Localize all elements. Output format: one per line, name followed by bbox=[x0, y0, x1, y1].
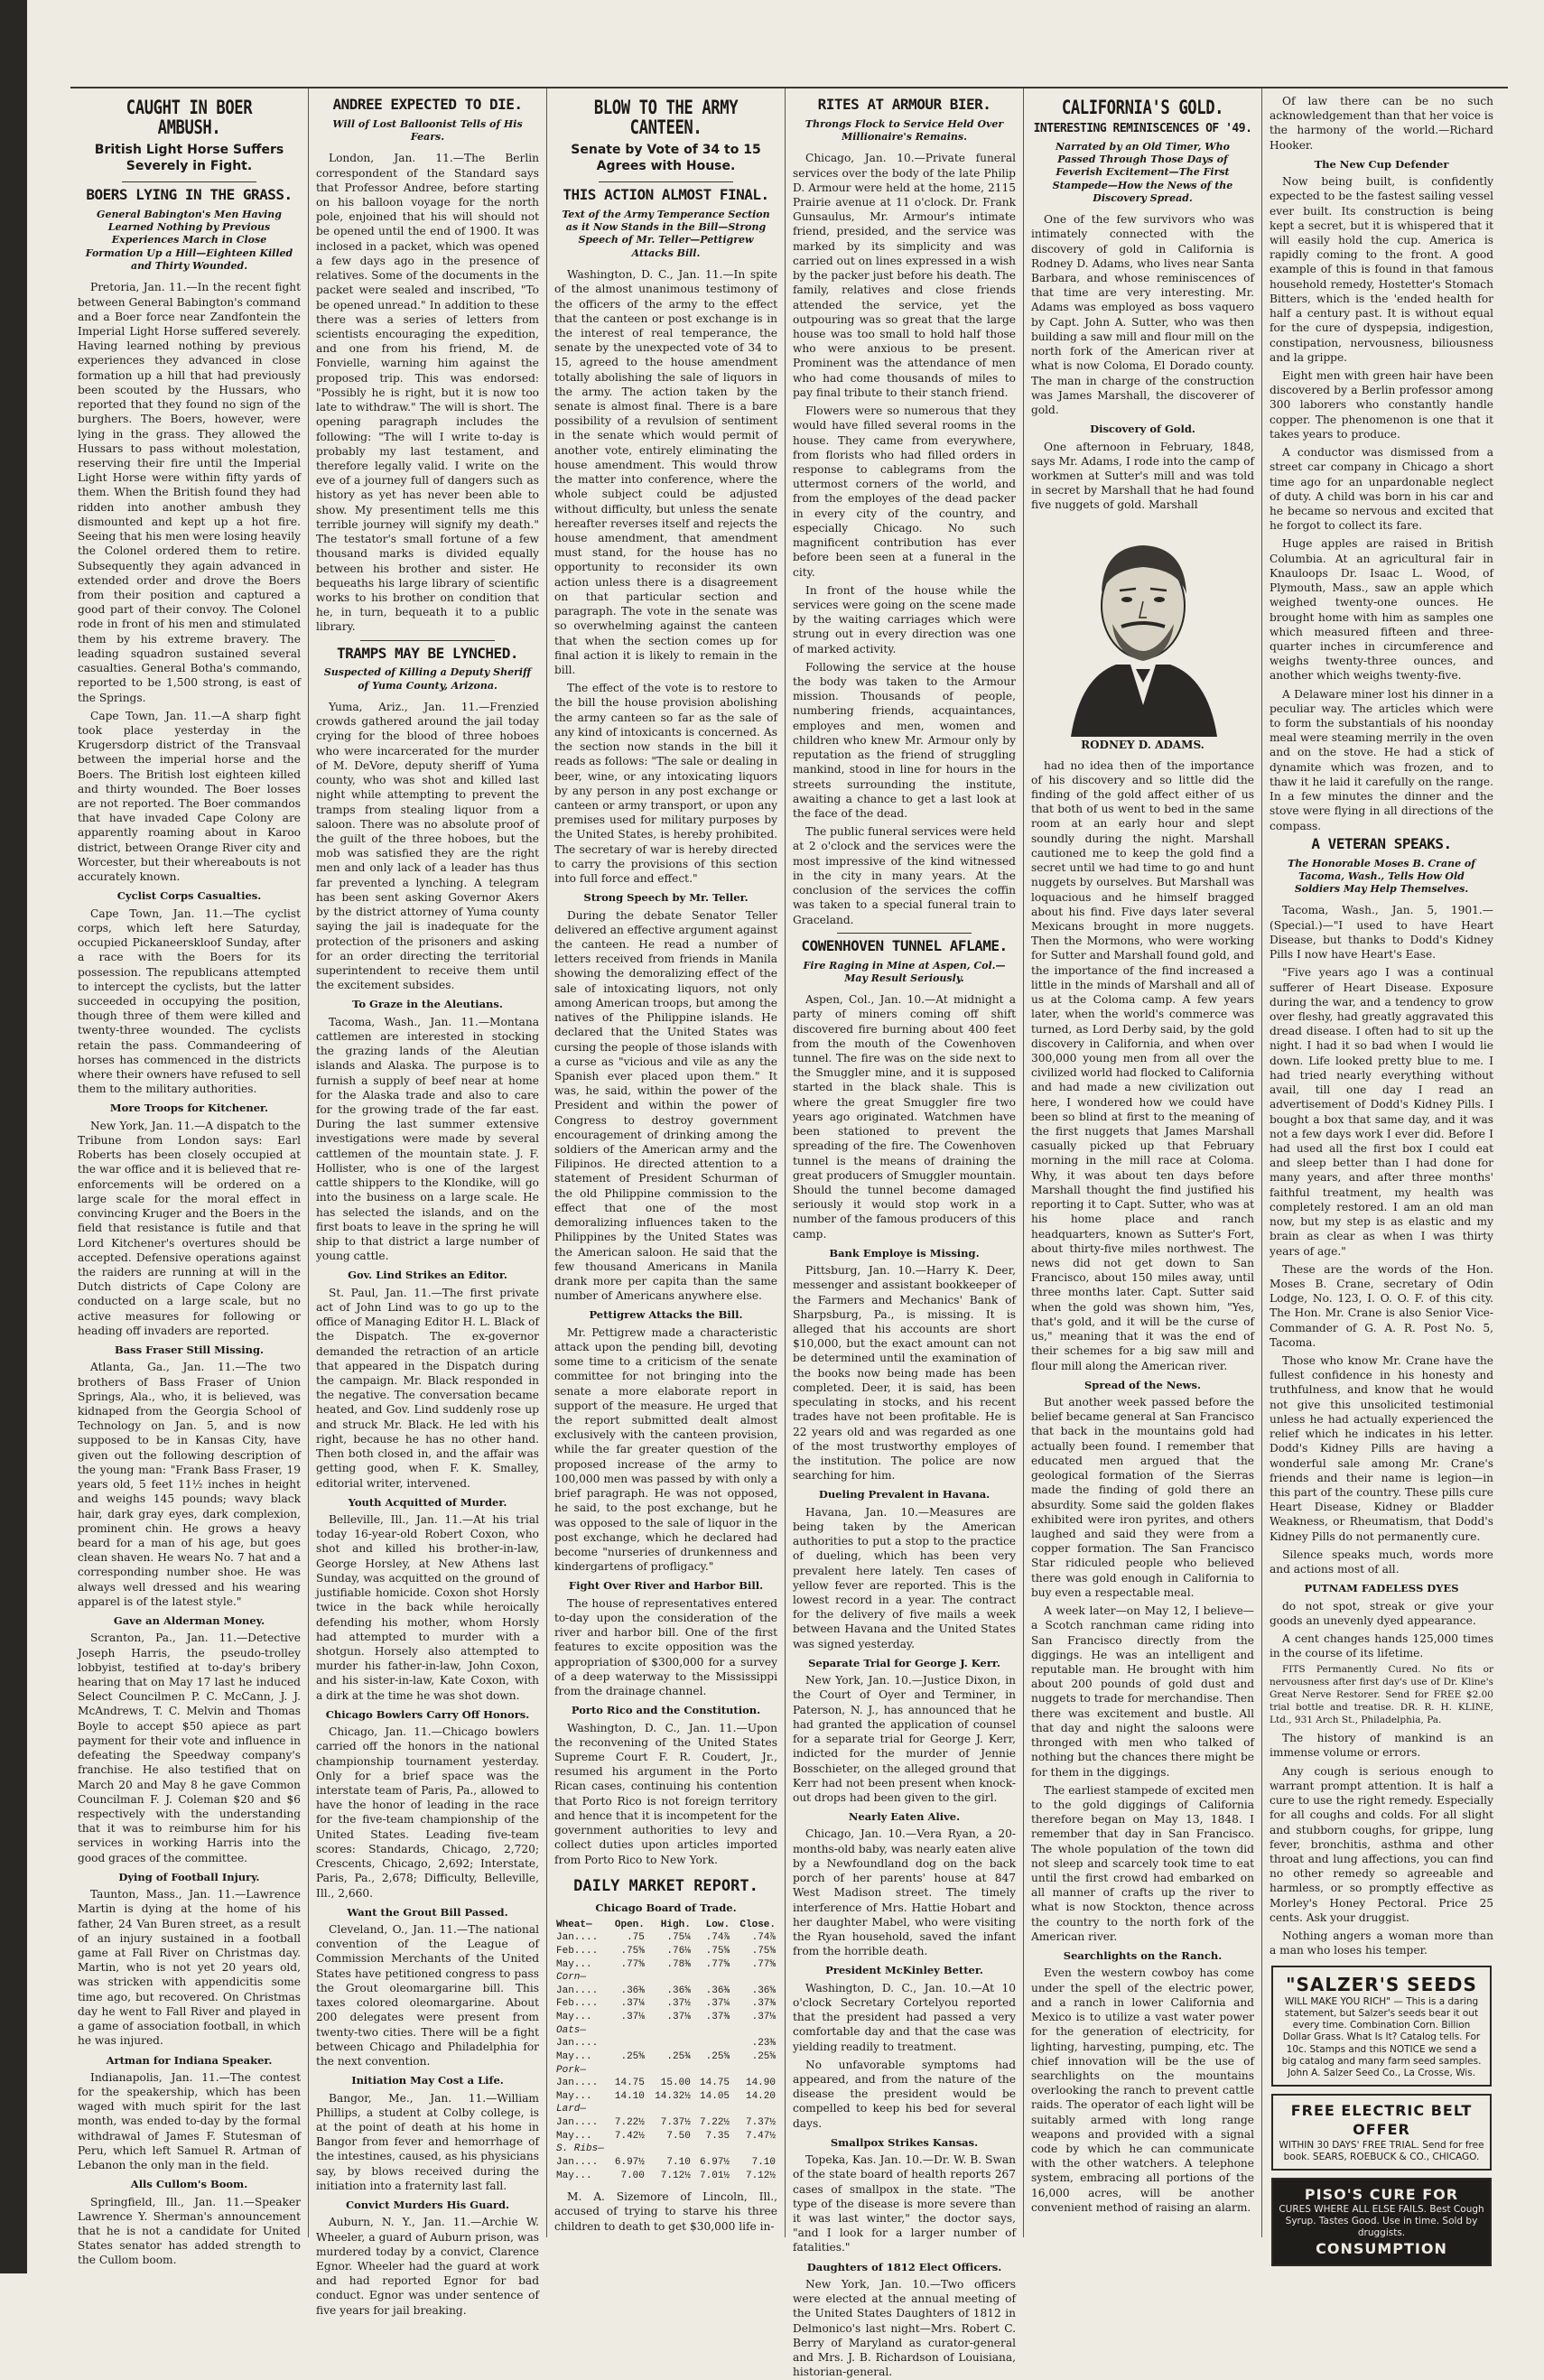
market-cell: 7.01½ bbox=[700, 2170, 730, 2181]
subdeck: Throngs Flock to Service Held Over Millionaire's Remains. bbox=[805, 117, 1004, 144]
subhead: Nearly Eaten Alive. bbox=[848, 1810, 961, 1824]
subdeck: Will of Lost Balloonist Tells of His Fears. bbox=[332, 117, 523, 144]
market-cell: Feb.... bbox=[556, 1945, 599, 1957]
subhead: Initiation May Cost a Life. bbox=[351, 2074, 504, 2087]
market-cell: 15.00 bbox=[660, 2078, 691, 2089]
market-cell: 14.75 bbox=[614, 2078, 645, 2089]
market-cell: 7.10 bbox=[666, 2156, 691, 2168]
market-header: Close. bbox=[739, 1919, 776, 1930]
market-cell: 7.10 bbox=[751, 2156, 776, 2168]
market-row bbox=[554, 2037, 777, 2050]
subhead: Smallpox Strikes Kansas. bbox=[830, 2135, 979, 2149]
market-row bbox=[554, 2077, 777, 2090]
columns bbox=[70, 87, 1508, 2379]
market-cell: Jan.... bbox=[556, 1932, 599, 1944]
market-cell: .76⅛ bbox=[666, 1945, 691, 1957]
column-6 bbox=[1262, 88, 1501, 2258]
article-paragraph: Tacoma, Wash., Jan. 5, 1901.—(Special.)—"I used to have Heart Disease, but thanks to Dodd's Kidney Pills I now have Heart's Ease. bbox=[1270, 904, 1493, 962]
page-edge-shadow bbox=[0, 0, 27, 2273]
subhead: Youth Acquitted of Murder. bbox=[348, 1495, 507, 1509]
market-cell: .37⅛ bbox=[620, 2012, 645, 2022]
market-group-row bbox=[554, 1971, 777, 1985]
market-cell: .36⅜ bbox=[705, 1985, 730, 1996]
article-paragraph: "Five years ago I was a continual sufferer of Heart Disease. Exposure during the war, and a tendency to grow over fleshy, had greatly aggravated this dread disease. I often had to sit up the night. I had it so bad when I would lie down. Life looked pretty blue to me. I had tried nearly everything without avail, till one day I read an advertisement of Dodd's Kidney Pills. I bought a box that same day, and it was not a few days work I ever did. Before I had used all the first box I could eat and sleep better than I had done for many years, and after three months' faithful treatment, my health was completely restored. I am an old man now, but my step is as elastic and my brain as clear as when I was thirty years of age." bbox=[1270, 966, 1493, 1258]
article-paragraph: Topeka, Kas. Jan. 10.—Dr. W. B. Swan of the state board of health reports 267 cases of smallpox in the state. "The type of the disease is more severe than it was last winter," the doctor says, "and I look for a larger number of fatalities." bbox=[793, 2153, 1016, 2254]
article-paragraph: FITS Permanently Cured. No fits or nervousness after first day's use of Dr. Kline's Great Nerve Restorer. Send for FREE $2.00 trial bottle and treatise. DR. R. H. KLINE, Ltd., 931 Arch St., Philadelphia, Pa. bbox=[1270, 1664, 1493, 1726]
article-paragraph: London, Jan. 11.—The Berlin correspondent of the Standard says that Professor Andree, before starting on his balloon voyage for the north pole, enjoined that his will should not be opened until the end of 1900. It was inclosed in a packet, which was opened a few days ago in the presence of relatives. Some of the documents in the packet were sealed and inscribed, "To be opened unread." In addition to these there was a series of letters from scientists encouraging the expedition, and one from his friend, M. de Fonvielle, warning him against the proposed trip. This was endorsed: "Possibly he is right, but it is now too late to withdraw." The will is short. The opening paragraph includes the following: "The will I write to-day is probably my last testament, and therefore legally valid. I write on the eve of a journey full of dangers such as history as yet has never been able to show. My presentiment tells me this terrible journey will signify my death." The testator's small fortune of a few thousand marks is divided equally between his brother and sister. He bequeaths his large library of scientific works to his brother on condition that he, in turn, bequeath it to a public library. bbox=[316, 152, 539, 634]
ad-body: WILL MAKE YOU RICH" — This is a daring statement, but Salzer's seeds bear it out every time. Combination Corn. Billion Dollar Grass. What Is It? Catalog tells. For 10c. Stamps and this NOTICE we send a big catalog and many farm seed samples. John A. Salzer Seed Co., La Crosse, Wis. bbox=[1281, 1996, 1482, 2078]
subhead: Alls Cullom's Boom. bbox=[130, 2178, 248, 2191]
market-cell: .37½ bbox=[666, 1998, 691, 2010]
subhead: Dying of Football Injury. bbox=[118, 1870, 260, 1883]
subhead: President McKinley Better. bbox=[825, 1964, 983, 1977]
market-cell: .77⅝ bbox=[751, 1958, 776, 1970]
article-paragraph: Taunton, Mass., Jan. 11.—Lawrence Martin is dying at the home of his father, 24 Van Buren street, as a result of an injury sustained in a football game at Fall River on Christmas day. Martin, who is not yet 20 years old, was stricken with appendicitis some time ago, but recovered. On Christmas day he went to Fall River and played in a game of association football, in which he was injured. bbox=[78, 1888, 301, 2048]
market-report-title: DAILY MARKET REPORT. bbox=[573, 1876, 758, 1895]
article-paragraph: Chicago, Jan. 10.—Private funeral services over the body of the late Philip D. Armour were held at the home, 2115 Prairie avenue at 11 o'clock. Dr. Frank Gunsaulus, Mr. Armour's intimate friend, presided, and the service was marked by its simplicity and was carried out on lines expressed in a wish by the packer just before his death. The family, relatives and close friends attended the service, yet the outpouring was so great that the large house was too small to hold half those who were anxious to be present. Prominent was the attendance of men who had come thousands of miles to pay final tribute to their stanch friend. bbox=[793, 152, 1016, 399]
subdeck: Narrated by an Old Timer, Who Passed Through Those Days of Feverish Excitement—The First Stampede—How the News of the Discovery Spread. bbox=[1052, 140, 1233, 204]
market-cell: .37¼ bbox=[705, 1998, 730, 2010]
market-cell: Jan.... bbox=[556, 2156, 599, 2168]
market-group-label: Pork— bbox=[556, 2064, 587, 2076]
article-paragraph: But another week passed before the belief became general at San Francisco that back in the mountains gold had actually been found. I remember that educated men argued that the geological formation of the Sierras made the finding of gold there an absurdity. Some said the golden flakes exhibited were iron pyrites, and others laughed and said they were from a copper formation. The San Francisco Star ridiculed people who believed there was gold enough in California to buy even a respectable meal. bbox=[1031, 1396, 1254, 1599]
article-paragraph: Those who know Mr. Crane have the fullest confidence in his honesty and truthfulness, and know that he would not give this unsolicited testimonial unless he had actually experienced the relief which he indicates in his letter. Dodd's Kidney Pills are having a wonderful sale among Mr. Crane's friends and their name is legion—in this part of the country. These pills cure Heart Disease, Kidney or Bladder Weakness, or Rheumatism, that Dodd's Kidney Pills do not permanently cure. bbox=[1270, 1354, 1493, 1543]
article-paragraph: The history of mankind is an immense volume or errors. bbox=[1270, 1732, 1493, 1760]
market-cell: 7.00 bbox=[620, 2170, 645, 2181]
market-cell: 7.50 bbox=[666, 2130, 691, 2142]
market-cell: 7.12½ bbox=[745, 2170, 776, 2181]
article-paragraph: These are the words of the Hon. Moses B. Crane, secretary of Odin Lodge, No. 123, I. O. O. F. of this city. The Hon. Mr. Crane is also Senior Vice-Commander of G. A. R. Post No. 5, Tacoma. bbox=[1270, 1262, 1493, 1349]
article-paragraph: New York, Jan. 11.—A dispatch to the Tribune from London says: Earl Roberts has been closely occupied at the war office and it is believed that re-enforcements will be ordered on a large scale for the moral effect in convincing Kruger and the Boers in the field that resistance is futile and that Lord Kitchener's overtures should be accepted. Defensive operations against the raiders are running at will in the Dutch districts of Cape Colony are conducted on a large scale, but no active measures for following or heading off invaders are reported. bbox=[78, 1119, 301, 1337]
article-paragraph: Tacoma, Wash., Jan. 11.—Montana cattlemen are interested in stocking the grazing lands of the Aleutian islands and Alaska. The purpose is to furnish a supply of beef near at home for the Alaska trade and also to care for the growing trade of the far east. During the last summer extensive investigations were made by several cattlemen of the mountain state. J. F. Hollister, who is one of the largest cattle shippers to the Klondike, will go into the business on a large scale. He has selected the islands, and on the first boats to leave in the spring he will ship to that district a large number of young cattle. bbox=[316, 1015, 539, 1263]
subhead: Gave an Alderman Money. bbox=[113, 1614, 265, 1628]
article-paragraph: Pittsburg, Jan. 10.—Harry K. Deer, messenger and assistant bookkeeper of the Farmers and Mechanics' Bank of Sharpsburg, Pa., is missing. It is alleged that his accounts are short $10,000, but the exact amount can not be determined until the examination of the books now being made has been completed. Deer, it is said, has been speculating in stocks, and his recent trades have not been profitable. He is 22 years old and was regarded as one of the most trustworthy employes of the institution. The police are now searching for him. bbox=[793, 1264, 1016, 1483]
market-cell: 7.35 bbox=[705, 2130, 730, 2142]
portrait-illustration bbox=[1053, 520, 1233, 737]
market-cell: .77⅝ bbox=[620, 1958, 645, 1970]
market-group-row bbox=[554, 2024, 777, 2038]
subhead: Discovery of Gold. bbox=[1090, 423, 1195, 436]
subhead: Separate Trial for George J. Kerr. bbox=[808, 1656, 1000, 1669]
article-paragraph: Washington, D. C., Jan. 11.—In spite of the almost unanimous testimony of the officers of the army to the effect that the canteen or post exchange is in the interest of real temperance, the senate by the unexpected vote of 34 to 15, agreed to the house amendment totally abolishing the sale of liquors in the army. The action taken by the senate is almost final. There is a bare possibility of a revulsion of sentiment in the senate which would permit of another vote, entirely eliminating the house amendment. This would throw the matter into conference, where the whole subject could be adjusted without difficulty, but unless the senate hereafter reverses itself and rejects the house amendment, that amendment must stand, for the house has no opportunity to reconsider its own action unless there is a disagreement on that particular section and paragraph. The vote in the senate was so overwhelming against the canteen that when the section comes up for final action it is likely to remain in the bill. bbox=[554, 268, 777, 676]
ad-salzer-seeds bbox=[1271, 1966, 1492, 2087]
subhead: Porto Rico and the Constitution. bbox=[571, 1704, 761, 1717]
article-paragraph: One afternoon in February, 1848, says Mr. Adams, I rode into the camp of workmen at Sutter's mill and was told in secret by Marshall that he had found five nuggets of gold. Marshall bbox=[1031, 440, 1254, 512]
article-paragraph: Indianapolis, Jan. 11.—The contest for the speakership, which has been waged with much spirit for the last month, was ended to-day by the formal withdrawal of James F. Stutesman of Peru, which left Samuel R. Artman of Lebanon the only man in the field. bbox=[78, 2070, 301, 2172]
article-paragraph: Bangor, Me., Jan. 11.—William Phillips, a student at Colby college, is at the point of death at his home in Bangor from fever and hemorrhage of the intestines, caused, as his physicians say, by blows received during the initiation into a fraternity last fall. bbox=[316, 2091, 539, 2192]
article-paragraph: Auburn, N. Y., Jan. 11.—Archie W. Wheeler, a guard of Auburn prison, was murdered today by a convict, Clarence Egnor. Wheeler had the guard at work and had reported Egnor for bad conduct. Egnor was under sentence of five years for jail breaking. bbox=[316, 2216, 539, 2317]
divider bbox=[599, 181, 732, 182]
market-cell: May... bbox=[556, 1958, 592, 1970]
article-paragraph: Atlanta, Ga., Jan. 11.—The two brothers of Bass Fraser of Union Springs, Ala., who, it is believed, was kidnaped from the Georgia School of Technology on Jan. 5, and is now supposed to be in Kansas City, have given out the following description of the young man: "Frank Bass Fraser, 19 years old, 5 feet 11½ inches in height and weighs 145 pounds; wavy black hair, dark gray eyes, dark complexion, prominent chin. He grows a heavy beard for a man of his age, but goes clean shaven. He wears No. 7 hat and a corresponding number shoe. He was always well dressed and his wearing apparel is of the latest style." bbox=[78, 1361, 301, 1608]
portrait-caption: RODNEY D. ADAMS. bbox=[1081, 738, 1205, 751]
headline-army-canteen: BLOW TO THE ARMY CANTEEN. bbox=[593, 97, 739, 139]
subdeck: The Honorable Moses B. Crane of Tacoma, Wash., Tells How Old Soldiers May Help Themselves. bbox=[1288, 857, 1475, 896]
article-paragraph: New York, Jan. 10.—Two officers were elected at the annual meeting of the United States Daughters of 1812 in Delmonico's last night—Mrs. Robert C. Berry of Maryland as curator-general and Mrs. J. B. Richardson of Louisiana, historian-general. bbox=[793, 2277, 1016, 2379]
market-cell: Jan.... bbox=[556, 2078, 599, 2089]
market-group-label: Lard— bbox=[556, 2104, 587, 2115]
market-row bbox=[554, 2130, 777, 2143]
market-group-row bbox=[554, 2064, 777, 2078]
market-cell: 14.75 bbox=[700, 2078, 730, 2089]
article-paragraph: Of law there can be no such acknowledgement than that her voice is the harmony of the world.—Richard Hooker. bbox=[1270, 95, 1493, 152]
headline-andree: ANDREE EXPECTED TO DIE. bbox=[332, 96, 523, 113]
market-cell: May... bbox=[556, 2170, 592, 2181]
market-table bbox=[554, 1919, 777, 2183]
column-3 bbox=[547, 88, 786, 2237]
article-paragraph: Even the western cowboy has come under the spell of the electric power, and a ranch in lower California and Mexico is to utilize a vast water power for the generation of electricity, for lighting, harvesting, pumping, etc. The chief innovation will be the use of searchlights on the mountains overlooking the ranch to prevent cattle raids. The operator of each light will be suitably armed with long range weapons and provided with a signal code by which he can communicate with the other watchers. A telephone system, embracing all portions of the 16,000 acres, will be another convenient method of raising an alarm. bbox=[1031, 1966, 1254, 2214]
subhead: Searchlights on the Ranch. bbox=[1063, 1949, 1223, 1963]
subhead: The New Cup Defender bbox=[1314, 157, 1449, 171]
subhead: Artman for Indiana Speaker. bbox=[106, 2053, 273, 2067]
market-header: High. bbox=[660, 1919, 691, 1930]
article-paragraph: Cape Town, Jan. 11.—A sharp fight took place yesterday in the Krugersdorp district of the Transvaal between the imperial horse and the Boers. The British lost eighteen killed and thirty wounded. The Boer losses are not reported. The Boer commandos that have invaded Cape Colony are apparently roaming about in Karoo district, between Orange River city and Worcester, but their whereabouts is not accurately known. bbox=[78, 709, 301, 884]
market-board-name: Chicago Board of Trade. bbox=[595, 1901, 737, 1915]
article-paragraph: do not spot, streak or give your goods an unevenly dyed appearance. bbox=[1270, 1599, 1493, 1627]
market-cell: May... bbox=[556, 2130, 592, 2142]
column-1 bbox=[70, 88, 309, 2267]
market-cell: 6.97½ bbox=[700, 2156, 730, 2168]
market-group-label: Oats— bbox=[556, 2024, 587, 2036]
market-cell: May... bbox=[556, 2050, 592, 2062]
market-header-row bbox=[554, 1919, 777, 1932]
market-cell: .37⅛ bbox=[666, 2012, 691, 2022]
market-cell: .74⅞ bbox=[751, 1932, 776, 1944]
article-paragraph: Now being built, is confidently expected to be the fastest sailing vessel ever built. Its construction is being kept a secret, but it is whispered that it will easily hold the cup. America is rapidly coming to the front. A good example of this is found in that famous household remedy, Hostetter's Stomach Bitters, which is the 'ended health for half a century past. It is without equal for the cure of dyspepsia, indigestion, constipation, nervousness, biliousness and la grippe. bbox=[1270, 175, 1493, 364]
subhead: Bass Fraser Still Missing. bbox=[115, 1343, 264, 1357]
market-cell: .23⅜ bbox=[751, 2038, 776, 2050]
article-paragraph: Springfield, Ill., Jan. 11.—Speaker Lawrence Y. Sherman's announcement that he is not a candidate for United States senator has added strength to the Cullom boom. bbox=[78, 2195, 301, 2267]
headline-boers-grass: BOERS LYING IN THE GRASS. bbox=[86, 186, 293, 204]
column-5 bbox=[1024, 88, 1262, 2237]
market-cell: 6.97½ bbox=[614, 2156, 645, 2168]
market-cell: .36⅝ bbox=[666, 1985, 691, 1996]
article-paragraph: Chicago, Jan. 11.—Chicago bowlers carried off the honors in the national championship tournament yesterday. Only for a brief space was the interstate team of Paris, Pa., allowed to have the honor of leading in the race for the five-team championship of the United States. Leading five-team scores: Standards, Chicago, 2,720; Crescents, Chicago, 2,692; Interstate, Paris, Pa., 2,678; Difficulty, Belleville, Ill., 2,660. bbox=[316, 1725, 539, 1900]
market-group-label: S. Ribs— bbox=[556, 2143, 604, 2155]
divider bbox=[837, 933, 971, 934]
headline-tramps: TRAMPS MAY BE LYNCHED. bbox=[337, 644, 518, 662]
market-cell: .75 bbox=[627, 1932, 645, 1944]
deck-senate-vote: Senate by Vote of 34 to 15 Agrees with House. bbox=[571, 143, 761, 173]
subhead: Chicago Bowlers Carry Off Honors. bbox=[325, 1707, 530, 1721]
market-cell: .37¼ bbox=[620, 1998, 645, 2010]
market-cell bbox=[646, 2037, 693, 2050]
article-paragraph: had no idea then of the importance of his discovery and so little did the finding of the gold affect either of us that both of us went to bed in the same room at an early hour and slept soundly during the night. Marshall cautioned me to keep the gold find a secret until we had time to go and hunt nuggets by ourselves. But Marshall was loquacious and he himself bragged about his find. Five days later several Mexicans brought in more nuggets. Then the Mormons, who were working for Sutter and Marshall found gold, and the importance of the find increased a little in the minds of Marshall and all of us at the Coloma camp. A few years later, when the world's commerce was turned, as Lord Derby said, by the gold discovery in California, and when over 300,000 young men from all over the civilized world had flocked to California and had made a new civilization out here, I wondered how we could have been so blind at first to the meaning of the first nuggets that James Marshall casually picked up that February morning in the mill race at Coloma. Why, it was about ten days before Marshall thought the find justified his reporting it to Capt. Sutter, who was at his home place and ranch headquarters, known as Sutter's Fort, about thirty-five miles northwest. The news did not get down to San Francisco, about 150 miles away, until three months later. Capt. Sutter said when the gold was shown him, "Yes, that's gold, and it will be the curse of us," meaning that it was the end of their schemes for a big saw mill and flour mill along the American river. bbox=[1031, 758, 1254, 1372]
ad-title: "SALZER'S SEEDS bbox=[1286, 1973, 1477, 1995]
ad-title: FREE ELECTRIC BELT OFFER bbox=[1290, 2101, 1473, 2139]
market-cell: .25¾ bbox=[666, 2050, 691, 2062]
market-cell: .75⅝ bbox=[751, 1945, 776, 1957]
article-paragraph: St. Paul, Jan. 11.—The first private act of John Lind was to go up to the office of Managing Editor H. L. Black of the Dispatch. The ex-governor demanded the retraction of an article that appeared in the Dispatch during the campaign. Mr. Black responded in the negative. The conversation became heated, and Gov. Lind suddenly rose up and struck Mr. Black. He led with his right, because he has no other hand. Then both closed in, and the affair was getting good, when F. K. Smalley, editorial writer, intervened. bbox=[316, 1286, 539, 1490]
article-paragraph: Yuma, Ariz., Jan. 11.—Frenzied crowds gathered around the jail today crying for the blood of three hoboes who were incarcerated for the murder of M. DeVore, deputy sheriff of Yuma county, who was shot and killed last night while attempting to prevent the tramps from stealing liquor from a saloon. There was no absolute proof of the guilt of the three hoboes, but the mob was satisfied they are the right men and only lack of a leader has thus far prevented a lynching. A telegram has been sent asking Governor Akers by the district attorney of Yuma county saying the jail is inadequate for the protection of the prisoners and asking for an order directing the territorial superintendent to receive them until the excitement subsides. bbox=[316, 701, 539, 992]
article-paragraph: Any cough is serious enough to warrant prompt attention. It is half a cure to use the right remedy. Especially for all coughs and colds. For all slight and stubborn coughs, for grippe, lung fever, bronchitis, asthma and other throat and lung affections, you can find no other remedy so agreeable and harmless, or so promptly effective as Morley's Honey Pectoral. Price 25 cents. Ask your druggist. bbox=[1270, 1764, 1493, 1924]
column-2 bbox=[309, 88, 547, 2317]
headline-armour-bier: RITES AT ARMOUR BIER. bbox=[817, 96, 991, 113]
article-paragraph: M. A. Sizemore of Lincoln, Ill., accused of trying to starve his three children to death to get $30,000 life in- bbox=[554, 2190, 777, 2233]
article-paragraph: Eight men with green hair have been discovered by a Berlin professor among 300 laborers who constantly handle copper. The phenomenon is one that it takes years to produce. bbox=[1270, 369, 1493, 441]
article-paragraph: Mr. Pettigrew made a characteristic attack upon the pending bill, devoting some time to a criticism of the senate committee for not bringing into the senate a more elaborate report in support of the measure. He urged that the report submitted dealt almost exclusively with the canteen provision, while the far greater question of the proposed increase of the army to 100,000 men was passed by with only a brief paragraph. He was not opposed, he said, to the post exchange, but he was opposed to the sale of liquor in the post exchange, which he declared had become "nurseries of drunkenness and kindergartens of profligacy." bbox=[554, 1325, 777, 1574]
market-cell: .37⅜ bbox=[705, 2012, 730, 2022]
market-cell: Jan.... bbox=[556, 1985, 599, 1996]
article-paragraph: Belleville, Ill., Jan. 11.—At his trial today 16-year-old Robert Coxon, who shot and killed his brother-in-law, George Horsley, at New Athens last Sunday, was acquitted on the ground of justifiable homicide. Coxon shot Horsly twice in the back while heroically defending his mother, whom Horsly had attempted to murder with a shotgun. Horsely also attempted to murder his father-in-law, John Coxon, and his sister-in-law, Kate Coxon, with a dirk at the time he was shot down. bbox=[316, 1513, 539, 1702]
article-paragraph: A conductor was dismissed from a street car company in Chicago a short time ago for an unpardonable neglect of duty. A child was born in his car and he became so nervous and excited that he forgot to collect its fare. bbox=[1270, 446, 1493, 533]
subdeck: Fire Raging in Mine at Aspen, Col.—May Result Seriously. bbox=[803, 959, 1006, 984]
article-paragraph: Scranton, Pa., Jan. 11.—Detective Joseph Harris, the pseudo-trolley lobbyist, testified at to-day's bribery hearing that on May 17 last he induced Select Councilmen P. C. McCann, J. J. McAndrews, T. C. Melvin and Thomas Boyle to accept $50 apiece as part payment for their vote and influence in defeating the Speedway company's franchise. He also testified that on March 20 and May 8 he gave Common Councilman F. J. Coleman $20 and $6 respectively with the understanding that it was to reimburse him for his services in working Harris into the good graces of the committee. bbox=[78, 1632, 301, 1864]
article-paragraph: Huge apples are raised in British Columbia. At an agricultural fair in Knauloops Dr. Isaac L. Wood, of Plymouth, Mass., saw an apple which weighed twenty-one ounces. He brought home with him as samples one which measured fifteen and three-quarter inches in circumference and weighs twenty-three ounces, and another which weighs twenty-five. bbox=[1270, 537, 1493, 683]
market-cell: 14.32½ bbox=[655, 2090, 691, 2102]
market-cell: 7.22½ bbox=[700, 2117, 730, 2128]
headline-boer-ambush: CAUGHT IN BOER AMBUSH. bbox=[126, 97, 253, 139]
article-paragraph: In front of the house while the services were going on the scene made by the waiting carriages which were strung out in every direction was one of marked activity. bbox=[793, 583, 1016, 655]
deck-british-light-horse: British Light Horse Suffers Severely in Fight. bbox=[94, 143, 284, 173]
market-cell: .37⅛ bbox=[751, 2012, 776, 2022]
subhead: Spread of the News. bbox=[1084, 1378, 1202, 1391]
article-paragraph: No unfavorable symptoms had appeared, and from the nature of the disease the president would be compelled to keep his bed for several days. bbox=[793, 2058, 1016, 2130]
market-cell: .36⅝ bbox=[751, 1985, 776, 1996]
market-cell: .75⅝ bbox=[620, 1945, 645, 1957]
market-cell: .78⅜ bbox=[666, 1958, 691, 1970]
article-paragraph: Nothing angers a woman more than a man who loses his temper. bbox=[1270, 1929, 1493, 1957]
market-body bbox=[554, 1931, 777, 2182]
divider bbox=[360, 640, 494, 641]
column-4 bbox=[786, 88, 1024, 2379]
subdeck: General Babington's Men Having Learned Nothing by Previous Experiences March in Close Formation Up a Hill—Eighteen Killed and Thirty Wounded. bbox=[85, 208, 293, 273]
article-paragraph: Pretoria, Jan. 11.—In the recent fight between General Babington's command and a Boer force near Zandfontein the Imperial Light Horse suffered severely. Having learned nothing by previous experiences they advanced in close formation up a hill that had previously been scouted by the Hussars, who reported that they found no sign of the burghers. The Boers, however, were lying in the grass. They allowed the Hussars to pass without molestation, reserving their fire until the Imperial Light Horse were within fifty yards of them. When the British found they had ridden into another ambush they dismounted and kept up a hot fire. Seeing that his men were losing heavily the Colonel ordered them to retire. Subsequently they again advanced in extended order and drove the Boers from their position and captured a good part of their convoy. The Colonel rode in front of his men and stimulated them by his extreme bravery. The leading squadron sustained several casualties. General Botha's commando, reported to be 1,500 strong, is east of the Springs. bbox=[78, 281, 301, 704]
subhead: Daughters of 1812 Elect Officers. bbox=[806, 2260, 1002, 2273]
market-header: Open. bbox=[614, 1919, 645, 1930]
subhead: Cyclist Corps Casualties. bbox=[116, 889, 262, 903]
divider bbox=[122, 181, 256, 182]
article-paragraph: Washington, D. C., Jan. 10.—At 10 o'clock Secretary Cortelyou reported that the president had passed a very comfortable day and that the case was yielding readily to treatment. bbox=[793, 1981, 1016, 2053]
market-cell: .25⅝ bbox=[751, 2050, 776, 2062]
article-paragraph: Following the service at the house the body was taken to the Armour mission. Thousands of people, numbering friends, acquaintances, employes and men, women and children who knew Mr. Armour only by reputation as the friend of struggling mankind, stood in line for hours in the streets surrounding the institute, awaiting a chance to get a last look at the face of the dead. bbox=[793, 660, 1016, 821]
market-cell: .25⅝ bbox=[620, 2050, 645, 2062]
subhead: PUTNAM FADELESS DYES bbox=[1304, 1582, 1459, 1595]
market-cell: .75¼ bbox=[666, 1932, 691, 1944]
article-paragraph: During the debate Senator Teller delivered an effective argument against the canteen. He read a number of letters received from friends in Manila showing the demoralizing effect of the sale of intoxicating liquors, not only among American troops, but among the natives of the Philippine islands. He declared that the United States was cursing the people of those islands with a curse as "vicious and vile as any the Spanish ever placed upon them." It was, he said, within the power of the President and within the power of Congress to destroy government encouragement of drinking among the soldiers of the American army and the Filipinos. He directed attention to a statement of President Schurman of the old Philippine commission to the effect that one of the most demoralizing influences taken to the Philippines by the United States was the American saloon. He said that the few thousand Americans in Manila drank more per capita than the same number of Americans anywhere else. bbox=[554, 908, 777, 1303]
subhead: Convict Murders His Guard. bbox=[345, 2199, 510, 2212]
market-cell: .37⅜ bbox=[751, 1998, 776, 2010]
market-cell: Jan.... bbox=[556, 2038, 599, 2050]
subhead: Dueling Prevalent in Havana. bbox=[818, 1488, 991, 1501]
subhead: More Troops for Kitchener. bbox=[109, 1102, 269, 1115]
market-cell bbox=[693, 2037, 731, 2050]
market-row bbox=[554, 1945, 777, 1958]
subhead: Strong Speech by Mr. Teller. bbox=[583, 891, 749, 905]
subhead: Pettigrew Attacks the Bill. bbox=[589, 1308, 743, 1322]
article-paragraph: Chicago, Jan. 10.—Vera Ryan, a 20-months-old baby, was nearly eaten alive by a Newfoundland dog on the back porch of her parents' house at 847 West Madison street. The timely interference of Mrs. Hattie Hobart and her daughter Mabel, who were visiting the Ryan household, saved the infant from the horrible death. bbox=[793, 1827, 1016, 1958]
market-group-row bbox=[554, 2143, 777, 2156]
subdeck: Text of the Army Temperance Section as it Now Stands in the Bill—Strong Speech of Mr. Teller—Pettigrew Attacks Bill. bbox=[562, 208, 770, 259]
ad-footer: CONSUMPTION bbox=[1316, 2240, 1447, 2258]
market-cell: Jan.... bbox=[556, 2117, 599, 2128]
article-paragraph: The public funeral services were held at 2 o'clock and the services were the most impressive of the kind witnessed in the city in many years. At the conclusion of the services the coffin was taken to a special funeral train to Graceland. bbox=[793, 825, 1016, 926]
market-row bbox=[554, 2050, 777, 2064]
article-paragraph: New York, Jan. 10.—Justice Dixon, in the Court of Oyer and Terminer, in Paterson, N. J., has announced that he had granted the application of counsel for a separate trial for George J. Kerr, indicted for the murder of Jennie Bosschieter, on the alleged ground that Kerr had not been present when knock-out drops had been given to the girl. bbox=[793, 1674, 1016, 1804]
market-cell bbox=[608, 2037, 646, 2050]
market-row bbox=[554, 2156, 777, 2170]
market-cell: .77⅝ bbox=[705, 1958, 730, 1970]
article-paragraph: The earliest stampede of excited men to the gold diggings of California therefore began on May 13, 1848. I remember that day in San Francisco. The whole population of the town did not sleep and scarcely took time to eat until the first crowd had embarked on all manner of crafts up the river to what is now Stockton, thence across the country to the north fork of the American river. bbox=[1031, 1783, 1254, 1943]
market-header: Low. bbox=[705, 1919, 730, 1930]
subhead: To Graze in the Aleutians. bbox=[352, 998, 503, 1011]
market-cell: 14.10 bbox=[614, 2090, 645, 2102]
market-group-label: Corn— bbox=[556, 1972, 587, 1984]
ad-title: PISO'S CURE FOR bbox=[1304, 2185, 1459, 2203]
article-paragraph: Cleveland, O., Jan. 11.—The national convention of the League of Commission Merchants of the United States have petitioned congress to pass the Grout oleomargarine bill. This taxes colored oleomargarine. About 200 delegates were present from twenty-two cities. There will be a fight between Chicago and Philadelphia for the next convention. bbox=[316, 1923, 539, 2068]
market-row bbox=[554, 1958, 777, 1972]
article-paragraph: One of the few survivors who was intimately connected with the discovery of gold in California is Rodney D. Adams, who lives near Santa Barbara, and whose reminiscences of that time are very interesting. Mr. Adams was employed as boss vaquero by Capt. John A. Sutter, who was then building a saw mill and flour mill on the north fork of the American river at what is now Coloma, El Dorado county. The man in charge of the construction was James Marshall, the discoverer of gold. bbox=[1031, 213, 1254, 417]
ad-body: CURES WHERE ALL ELSE FAILS. Best Cough Syrup. Tastes Good. Use in time. Sold by druggists. bbox=[1279, 2204, 1484, 2239]
article-paragraph: A cent changes hands 125,000 times in the course of its lifetime. bbox=[1270, 1632, 1493, 1660]
market-row bbox=[554, 2170, 777, 2183]
market-cell: 7.42½ bbox=[614, 2130, 645, 2142]
headline-california-gold: CALIFORNIA'S GOLD. bbox=[1061, 97, 1224, 118]
market-cell: .75⅝ bbox=[705, 1945, 730, 1957]
market-row bbox=[554, 2116, 777, 2130]
article-paragraph: A week later—on May 12, I believe—a Scotch ranchman came riding into San Francisco directly from the diggings. He was an intelligent and reputable man. He brought with him about 200 pounds of gold dust and nuggets to trade for merchandise. Then there was excitement and bustle. All that day and night the saloons were thronged with men who talked of nothing but the chances there might be for them in the diggings. bbox=[1031, 1604, 1254, 1779]
article-paragraph: Flowers were so numerous that they would have filled several rooms in the house. They came from everywhere, from florists who had filled orders in response to cablegrams from the uttermost corners of the world, and from the employes of the dead packer in every city of the country, and especially Chicago. No such magnificent contribution has ever before been seen at a funeral in the city. bbox=[793, 404, 1016, 579]
market-row bbox=[554, 2011, 777, 2024]
market-header: Wheat— bbox=[556, 1919, 592, 1930]
article-paragraph: The effect of the vote is to restore to the bill the house provision abolishing the army canteen so far as the sale of any kind of intoxicants is concerned. As the section now stands in the bill it reads as follows: "The sale or dealing in beer, wine, or any intoxicating liquors by any person in any post exchange or canteen or army transport, or upon any premises used for military purposes by the United States, is hereby prohibited. The secretary of war is hereby directed to carry the provisions of this section into full force and effect." bbox=[554, 682, 777, 886]
ad-pisos-cure bbox=[1271, 2178, 1492, 2266]
market-group-row bbox=[554, 2103, 777, 2116]
article-paragraph: Havana, Jan. 10.—Measures are being taken by the American authorities to put a stop to the practice of dueling, which has been very prevalent here lately. Ten cases of yellow fever are reported. This is the lowest record in a year. The contract for the delivery of five mails a week between Havana and the United States was signed yesterday. bbox=[793, 1505, 1016, 1650]
article-paragraph: Cape Town, Jan. 11.—The cyclist corps, which left here Saturday, occupied Pickaneerskloof Sunday, after a race with the Boers for its possession. The republicans attempted to intercept the cyclists, but the latter succeeded in occupying the position, though three of them were killed and twenty-three wounded. The cyclists retain the pass. Commandeering of horses has commenced in the districts where their owners have refused to sell them to the military authorities. bbox=[78, 906, 301, 1096]
market-cell: 14.05 bbox=[700, 2090, 730, 2102]
article-paragraph: Aspen, Col., Jan. 10.—At midnight a party of miners coming off shift discovered fire burning about 400 feet from the mouth of the Cowenhoven tunnel. The fire was on the side next to the Smuggler mine, and it is supposed started in the black shale. This is where the great Smuggler fire two years ago originated. Watchmen have been stationed to prevent the spreading of the fire. The Cowenhoven tunnel is the means of draining the great producers of Smuggler mountain. Should the tunnel become damaged seriously it would stop work in a number of the famous producers of this camp. bbox=[793, 993, 1016, 1241]
market-row bbox=[554, 2090, 777, 2104]
headline-reminiscences: INTERESTING REMINISCENCES OF '49. bbox=[1033, 122, 1252, 136]
article-paragraph: Silence speaks much, words more and actions most of all. bbox=[1270, 1548, 1493, 1576]
article-paragraph: Washington, D. C., Jan. 11.—Upon the reconvening of the United States Supreme Court F. R. Coudert, Jr., resumed his argument in the Porto Rican cases, continuing his contention that Porto Rico is not foreign territory and hence that it is incompetent for the government authorities to levy and collect duties upon articles imported from Porto Rico to New York. bbox=[554, 1721, 777, 1866]
headline-almost-final: THIS ACTION ALMOST FINAL. bbox=[563, 186, 769, 204]
article-paragraph: The house of representatives entered to-day upon the consideration of the river and harbor bill. One of the first features to excite opposition was the appropriation of $300,000 for a survey of a deep waterway to the Mississippi from the drainage channel. bbox=[554, 1596, 777, 1698]
market-cell: 7.47½ bbox=[745, 2130, 776, 2142]
subhead: Want the Grout Bill Passed. bbox=[347, 1905, 508, 1919]
article-paragraph: A Delaware miner lost his dinner in a peculiar way. The articles which were to form the substantials of his noonday meal were steaming merrily in the oven and on the stove. He had a stick of dynamite which was frozen, and to thaw it he laid it carefully on the range. In a few minutes the dinner and the stove were flying in all directions of the compass. bbox=[1270, 687, 1493, 832]
market-row bbox=[554, 1931, 777, 1945]
market-cell: .74⅞ bbox=[705, 1932, 730, 1944]
market-cell: 7.22½ bbox=[614, 2117, 645, 2128]
market-cell: May... bbox=[556, 2012, 592, 2022]
market-cell: .36⅜ bbox=[620, 1985, 645, 1996]
ad-body: WITHIN 30 DAYS' FREE TRIAL. Send for free book. SEARS, ROEBUCK & CO., CHICAGO. bbox=[1279, 2139, 1484, 2162]
ad-electric-belt bbox=[1271, 2094, 1492, 2171]
market-cell: Feb.... bbox=[556, 1998, 599, 2010]
subhead: Fight Over River and Harbor Bill. bbox=[568, 1579, 764, 1593]
market-cell: 7.37½ bbox=[660, 2117, 691, 2128]
market-cell: .25⅝ bbox=[705, 2050, 730, 2062]
market-row bbox=[554, 1985, 777, 1998]
subdeck: Suspected of Killing a Deputy Sheriff of Yuma County, Arizona. bbox=[323, 666, 532, 692]
headline-cowenhoven: COWENHOVEN TUNNEL AFLAME. bbox=[801, 936, 1008, 954]
market-cell: 14.90 bbox=[745, 2078, 776, 2089]
market-cell: 7.37½ bbox=[745, 2117, 776, 2128]
market-cell: May... bbox=[556, 2090, 592, 2102]
headline-veteran: A VETERAN SPEAKS. bbox=[1311, 834, 1452, 852]
subhead: Bank Employe is Missing. bbox=[829, 1246, 980, 1260]
market-cell: 7.12½ bbox=[660, 2170, 691, 2181]
market-cell: 14.20 bbox=[745, 2090, 776, 2102]
market-row bbox=[554, 1997, 777, 2011]
subhead: Gov. Lind Strikes an Editor. bbox=[348, 1269, 507, 1282]
